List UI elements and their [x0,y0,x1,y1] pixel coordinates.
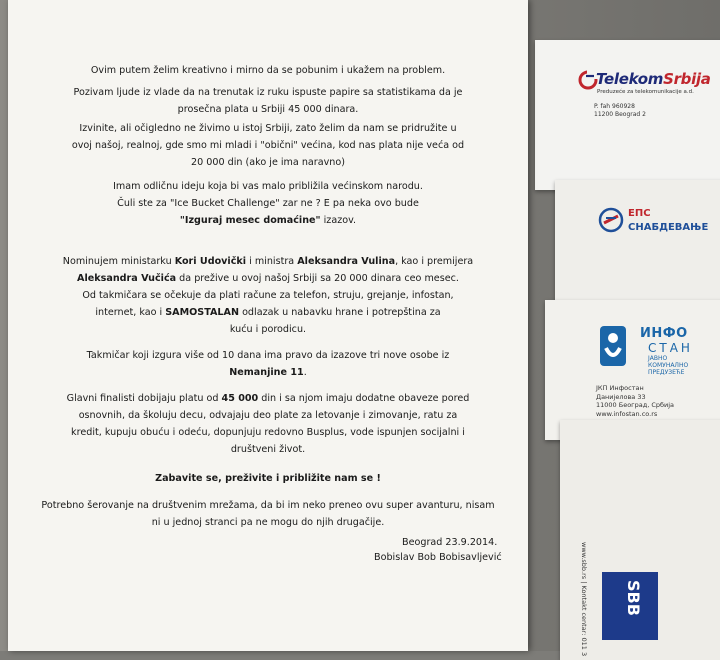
letter-line: Nominujem ministarku Kori Udovički i ministra Aleksandra Vulina, kao i premijera [62,256,474,267]
letter-line: društveni život. [230,444,306,455]
telekom-address: P. fah 960928 11200 Beograd 2 [594,103,646,118]
letter-line: Pozivam ljude iz vlade da na trenutak iz ruku ispuste papire sa statistikama da je [73,87,463,98]
eps-name: ЕПС [628,208,651,219]
letter-line: osnovnih, da školuju decu, odvajaju deo plate za letovanje i zimovanje, ratu za [78,410,458,421]
letter-line: Izvinite, ali očigledno ne živimo u istoj Srbiji, zato želim da nam se pridružite u [79,123,457,134]
letter-line: kredit, kupuju obuću i odeću, dopunjuju redovno Busplus, vode ispunjen socijalni i [71,427,465,438]
sbb-contact-text: www.sbb.rs | Kontakt centar: 011 3 [580,542,588,657]
letter-line: 20 000 din (ako je ima naravno) [191,157,345,168]
letter-line: prosečna plata u Srbiji 45 000 dinara. [177,104,359,115]
eps-logo-icon [598,207,624,233]
letter-line: Aleksandra Vučića da prežive u ovoj našoj Srbiji sa 20 000 dinara ceo mesec. [77,273,459,284]
letter-line: internet, kao i SAMOSTALAN odlazak u nabavku hrane i potrepština za [95,307,441,318]
letter-line: Potrebno šerovanje na društvenim mrežama, da bi im neko preneo ovu super avanturu, nisam [41,500,495,511]
letter-line: Ovim putem želim kreativno i mirno da se pobunim i ukažem na problem. [90,65,446,76]
telekom-subtitle: Preduzeće za telekomunikacije a.d. [597,89,694,95]
telekom-name: TelekomSrbija [596,70,711,88]
letter-line: Takmičar koji izgura više od 10 dana ima pravo da izazove tri nove osobe iz [86,350,450,361]
infostan-subtitle: ЈАВНО КОМУНАЛНО ПРЕДУЗЕЋЕ [648,355,689,376]
letter-headline: Zabavite se, preživite i približite nam se ! [155,473,381,484]
letter-line: Glavni finalisti dobijaju platu od 45 000 din i sa njom imaju dodatne obaveze pored [66,393,470,404]
telekom-logo-icon [578,70,598,90]
letter-line: kuću i porodicu. [229,324,307,335]
letter-author: Bobislav Bob Bobisavljević [374,552,502,563]
infostan-logo-icon [596,324,630,372]
letter-line: "Izguraj mesec domaćine" izazov. [179,215,357,226]
infostan-address: ЈКП Инфостан Данијелова 33 11000 Београд, Србија www.infostan.co.rs [596,384,675,418]
infostan-stan: СТАН [648,341,693,355]
letter-line: Čuli ste za "Ice Bucket Challenge" zar ne ? E pa neka ovo bude [117,198,419,209]
sbb-logo-text: SBB [624,580,643,616]
infostan-envelope [545,300,720,440]
infostan-name: ИНФО [640,326,688,341]
letter-line: ni u jednoj stranci pa ne mogu do njih drugačije. [151,517,385,528]
letter-line: Imam odličnu ideju koja bi vas malo približila većinskom narodu. [113,181,423,192]
letter-line: Nemanjine 11. [229,367,307,378]
letter-date: Beograd 23.9.2014. [402,537,498,548]
letter-line: Od takmičara se očekuje da plati račune za telefon, struju, grejanje, infostan, [82,290,454,301]
eps-envelope [555,180,720,308]
eps-subtitle: СНАБДЕВАЊЕ [628,222,709,233]
letter-paper [8,0,528,651]
letter-line: ovoj našoj, realnoj, gde smo mi mladi i "obični" većina, kod nas plata nije veća od [71,140,465,151]
